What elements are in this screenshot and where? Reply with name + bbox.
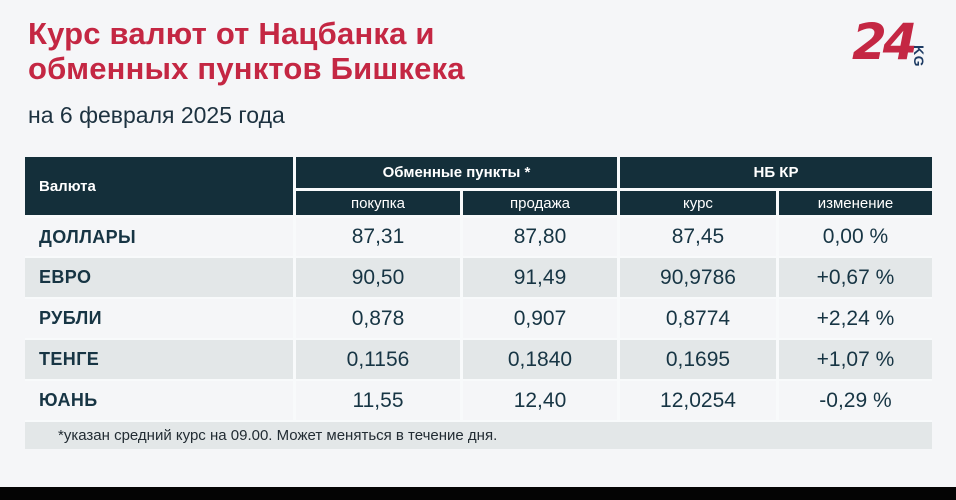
- currency-name: ЮАНЬ: [25, 379, 293, 420]
- footnote-row: [25, 420, 932, 449]
- page-subtitle: на 6 февраля 2025 года: [28, 102, 285, 128]
- cell-sell: 12,40: [460, 379, 617, 420]
- table-row-euro: [25, 256, 932, 297]
- currency-name: ТЕНГЕ: [25, 338, 293, 379]
- header-group-row: [25, 157, 932, 188]
- cell-buy: 11,55: [293, 379, 460, 420]
- page-title-line2: обменных пунктов Бишкека: [28, 51, 465, 86]
- table-row-dollars: [25, 215, 932, 256]
- page-title: [28, 16, 465, 86]
- cell-buy: 0,878: [293, 297, 460, 338]
- table-row-yuan: [25, 379, 932, 420]
- footnote-text: *указан средний курс на 09.00. Может меняться в течение дня.: [25, 420, 932, 449]
- cell-change: +0,67 %: [776, 256, 932, 297]
- cell-rate: 12,0254: [617, 379, 776, 420]
- cell-buy: 90,50: [293, 256, 460, 297]
- logo-24-text: 24: [852, 13, 914, 71]
- cell-rate: 90,9786: [617, 256, 776, 297]
- table-body: [25, 215, 932, 420]
- cell-change: 0,00 %: [776, 215, 932, 256]
- cell-sell: 91,49: [460, 256, 617, 297]
- cell-sell: 0,907: [460, 297, 617, 338]
- table-row-rubles: [25, 297, 932, 338]
- currency-table: [25, 157, 932, 449]
- logo-kg-text: KG: [911, 45, 927, 67]
- page-title-line1: Курс валют от Нацбанка и: [28, 16, 435, 51]
- column-group-exchange-offices: Обменные пункты *: [293, 157, 617, 188]
- cell-buy: 87,31: [293, 215, 460, 256]
- page-header: [28, 16, 465, 129]
- cell-sell: 87,80: [460, 215, 617, 256]
- cell-buy: 0,1156: [293, 338, 460, 379]
- currency-table-wrap: [25, 157, 932, 449]
- cell-change: +1,07 %: [776, 338, 932, 379]
- cell-rate: 0,8774: [617, 297, 776, 338]
- cell-sell: 0,1840: [460, 338, 617, 379]
- bottom-black-bar: [0, 487, 956, 500]
- column-header-change: изменение: [776, 188, 932, 215]
- cell-rate: 87,45: [617, 215, 776, 256]
- currency-name: ЕВРО: [25, 256, 293, 297]
- column-header-currency: Валюта: [25, 157, 293, 215]
- column-header-sell: продажа: [460, 188, 617, 215]
- cell-change: +2,24 %: [776, 297, 932, 338]
- column-header-rate: курс: [617, 188, 776, 215]
- table-header: [25, 157, 932, 215]
- cell-change: -0,29 %: [776, 379, 932, 420]
- column-group-nbkr: НБ КР: [617, 157, 932, 188]
- column-header-buy: покупка: [293, 188, 460, 215]
- 24kg-logo: [852, 13, 927, 80]
- currency-name: ДОЛЛАРЫ: [25, 215, 293, 256]
- cell-rate: 0,1695: [617, 338, 776, 379]
- table-footer: [25, 420, 932, 449]
- table-row-tenge: [25, 338, 932, 379]
- currency-name: РУБЛИ: [25, 297, 293, 338]
